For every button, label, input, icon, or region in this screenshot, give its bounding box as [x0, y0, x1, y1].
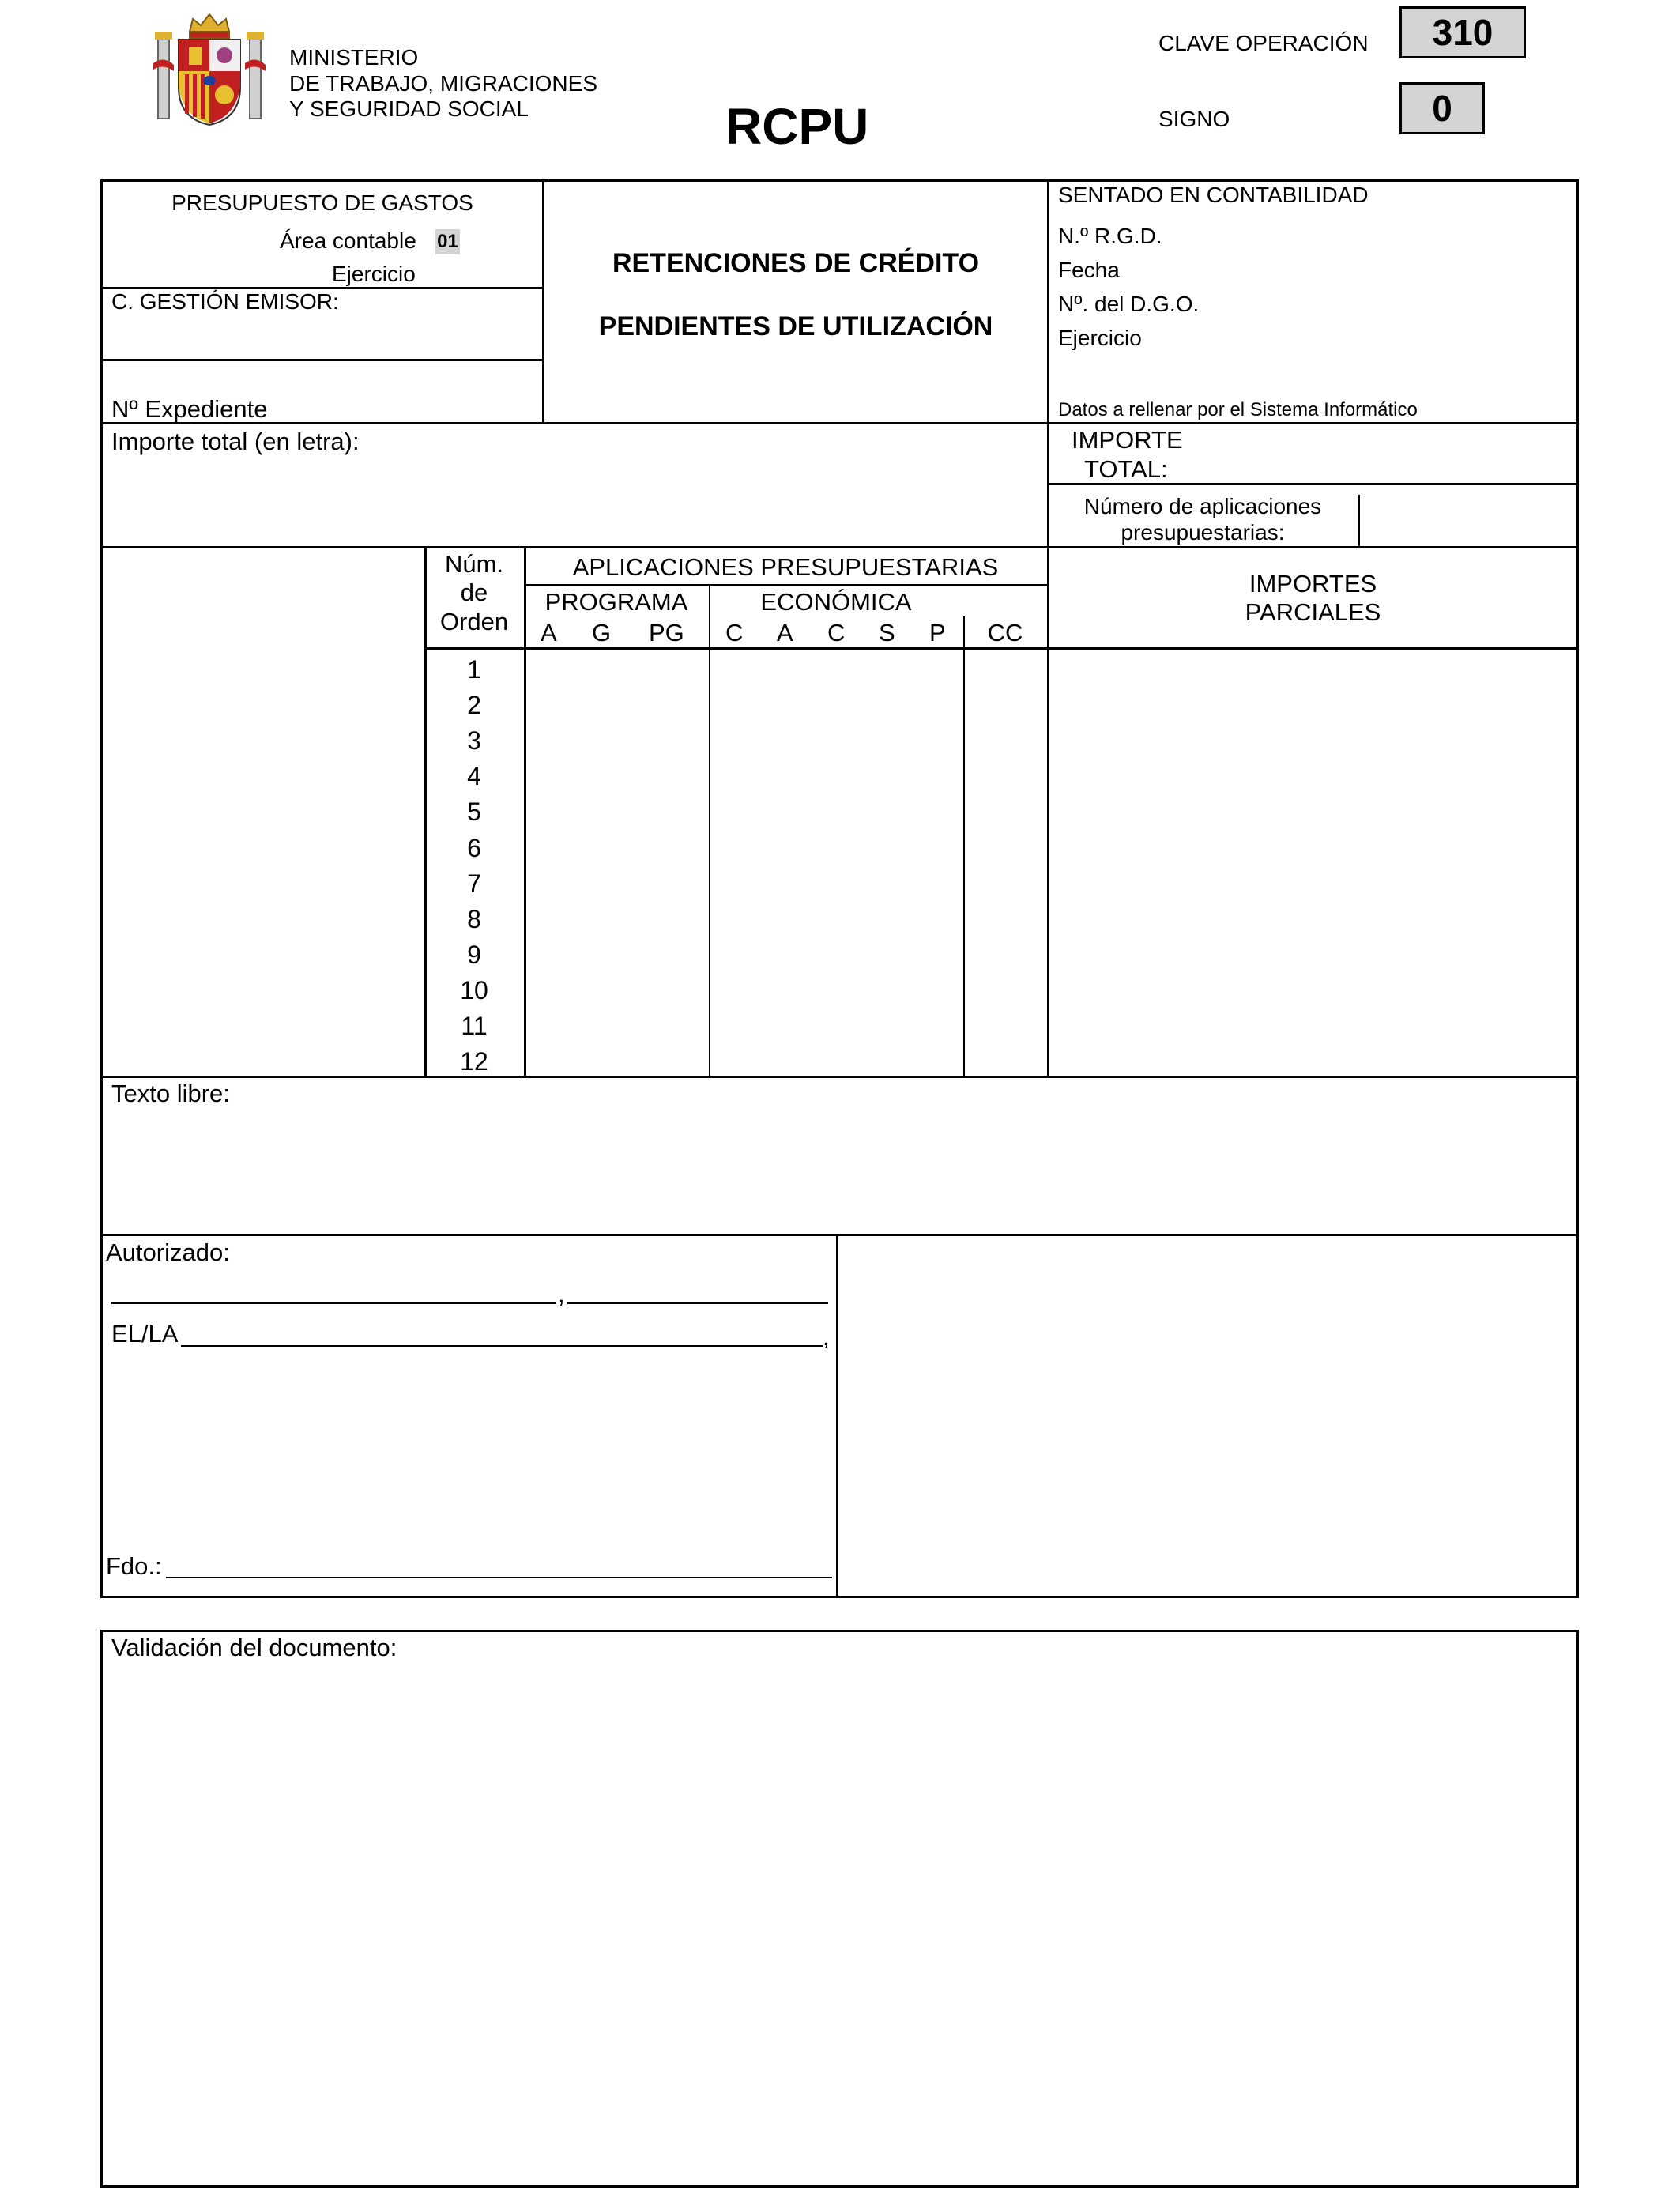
presupuesto-gastos-label: PRESUPUESTO DE GASTOS: [171, 190, 473, 215]
signo-label: SIGNO: [1158, 107, 1230, 131]
rgd-label: N.º R.G.D.: [1058, 224, 1162, 248]
order-number: 4: [467, 762, 481, 790]
ministry-line-3: Y SEGURIDAD SOCIAL: [289, 96, 529, 121]
dgo-label: Nº. del D.G.O.: [1058, 292, 1200, 316]
order-number: 9: [467, 941, 481, 969]
col-a2-header: A: [777, 619, 793, 647]
aplicaciones-header: APLICACIONES PRESUPUESTARIAS: [572, 553, 999, 581]
contabilidad-ejercicio-label: Ejercicio: [1058, 326, 1142, 350]
economica-header: ECONÓMICA: [760, 588, 912, 616]
ministry-line-2: DE TRABAJO, MIGRACIONES: [289, 71, 597, 96]
col-p-header: P: [929, 619, 946, 647]
programa-header: PROGRAMA: [544, 588, 688, 616]
texto-libre-label: Texto libre:: [111, 1080, 230, 1107]
divider: [100, 1076, 1579, 1078]
place-signature-line: [111, 1302, 556, 1304]
col-g-header: G: [592, 619, 612, 647]
col-c2-header: C: [827, 619, 846, 647]
validacion-frame: [100, 1630, 1579, 2188]
area-contable-label: Área contable: [280, 228, 416, 253]
num-aplicaciones-label-1: Número de aplicaciones: [1083, 494, 1322, 518]
divider: [100, 359, 544, 361]
fdo-label: Fdo.:: [106, 1552, 162, 1580]
num-aplicaciones-label-2: presupuestarias:: [1121, 520, 1285, 545]
importe-total-label-2: TOTAL:: [1084, 455, 1168, 483]
fdo-signature-line: [166, 1577, 832, 1578]
area-contable-value: 01: [435, 229, 460, 254]
order-number: 6: [467, 834, 481, 862]
col-pg-header: PG: [649, 619, 684, 647]
divider: [100, 422, 1579, 424]
num-orden-header-2: de: [460, 579, 488, 606]
order-number: 12: [460, 1047, 488, 1076]
importes-parciales-header-1: IMPORTES: [1249, 570, 1377, 598]
order-number: 5: [467, 797, 481, 826]
main-form-frame: [100, 179, 1579, 1598]
order-number: 3: [467, 726, 481, 755]
validacion-label: Validación del documento:: [111, 1634, 397, 1661]
form-title-line-1: RETENCIONES DE CRÉDITO: [612, 248, 980, 278]
divider: [963, 616, 965, 1078]
order-number: 11: [461, 1012, 488, 1040]
divider: [524, 546, 526, 1078]
importes-parciales-header-2: PARCIALES: [1245, 598, 1381, 626]
expediente-label: Nº Expediente: [111, 395, 268, 423]
sistema-informatico-note: Datos a rellenar por el Sistema Informático: [1058, 399, 1418, 420]
order-number: 2: [467, 691, 481, 719]
num-orden-header-3: Orden: [439, 608, 509, 635]
col-c-header: C: [725, 619, 744, 647]
divider: [836, 1234, 838, 1598]
signo-value: 0: [1399, 82, 1485, 134]
divider: [524, 584, 1047, 586]
order-number: 8: [467, 905, 481, 933]
contabilidad-heading: SENTADO EN CONTABILIDAD: [1058, 183, 1369, 207]
coat-of-arms-logo: [152, 8, 267, 130]
col-a-header: A: [541, 619, 557, 647]
title-comma: ,: [823, 1323, 830, 1351]
col-cc-header: CC: [987, 619, 1023, 647]
divider: [100, 546, 1579, 548]
autorizado-label: Autorizado:: [106, 1238, 230, 1266]
order-number: 1: [467, 655, 481, 684]
form-code: RCPU: [725, 98, 869, 155]
order-number: 10: [460, 976, 488, 1005]
clave-operacion-label: CLAVE OPERACIÓN: [1158, 31, 1369, 55]
num-orden-header-1: Núm.: [444, 550, 504, 578]
divider: [1047, 483, 1579, 485]
ministry-line-1: MINISTERIO: [289, 45, 419, 70]
title-signature-line: [181, 1345, 823, 1347]
col-s-header: S: [879, 619, 895, 647]
place-date-comma: ,: [558, 1280, 565, 1308]
divider: [542, 179, 544, 424]
importe-total-label-1: IMPORTE: [1072, 426, 1183, 454]
fecha-label: Fecha: [1058, 258, 1120, 282]
date-signature-line: [567, 1302, 828, 1304]
order-number: 7: [467, 869, 481, 898]
divider: [424, 647, 1579, 650]
divider: [1358, 495, 1360, 546]
el-la-label: EL/LA: [111, 1320, 179, 1348]
clave-operacion-value: 310: [1399, 6, 1526, 58]
importe-letra-label: Importe total (en letra):: [111, 428, 360, 455]
divider: [1047, 179, 1049, 1078]
divider: [709, 584, 710, 1078]
gestion-emisor-label: C. GESTIÓN EMISOR:: [111, 289, 339, 314]
divider: [100, 1234, 1579, 1236]
ejercicio-label: Ejercicio: [332, 262, 416, 286]
form-title-line-2: PENDIENTES DE UTILIZACIÓN: [598, 311, 993, 341]
